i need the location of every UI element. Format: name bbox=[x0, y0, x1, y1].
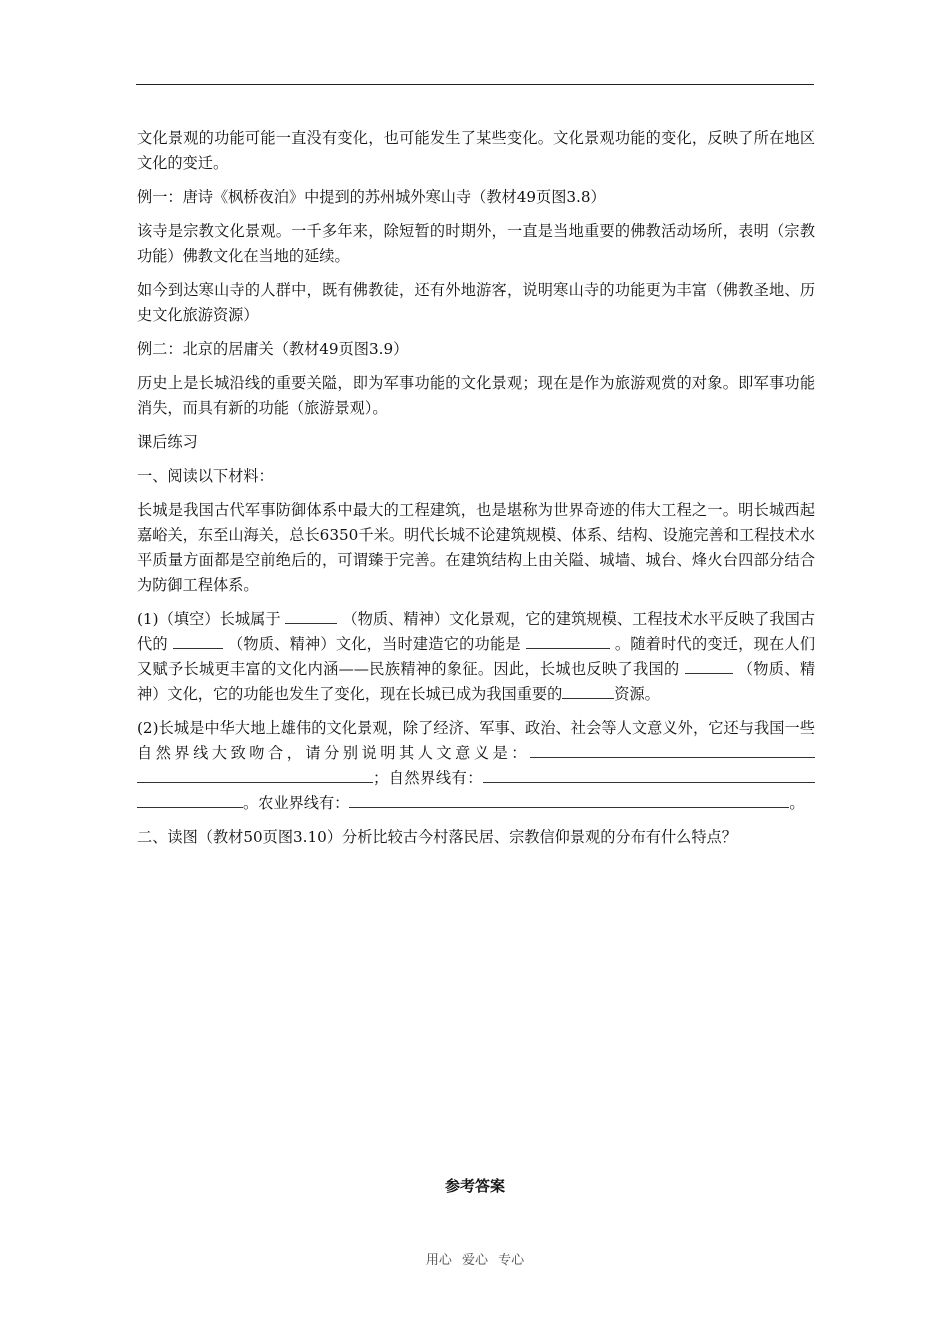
paragraph-hanshan-visitors: 如今到达寒山寺的人群中，既有佛教徒，还有外地游客，说明寒山寺的功能更为丰富（佛教圣地、历史文化旅游资源） bbox=[137, 281, 815, 324]
q2-text-2: ；自然界线有： bbox=[373, 769, 483, 787]
q1-blank-4[interactable] bbox=[685, 657, 733, 674]
example-one-title: 例一：唐诗《枫桥夜泊》中提到的苏州城外寒山寺（教材49页图3.8） bbox=[137, 188, 606, 206]
q1-text-4: 。随着时代的变迁，现在人们又赋予长城更丰富的文化内涵——民族精神的象征。因此，长城也反映了我国的 bbox=[137, 635, 816, 678]
q2-blank-1b[interactable] bbox=[137, 766, 373, 783]
question-1 bbox=[137, 607, 815, 707]
q1-text-1: (1)（填空）长城属于 bbox=[137, 610, 286, 628]
q1-text-3: （物质、精神）文化，当时建造它的功能是 bbox=[222, 635, 526, 653]
q1-blank-1[interactable] bbox=[285, 607, 337, 624]
q1-text-2: （物质、精神）文化景观，它的建筑规模、工程技术水平反映了我国古代的 bbox=[137, 610, 816, 653]
q2-blank-3[interactable] bbox=[349, 791, 789, 808]
question-2 bbox=[137, 716, 815, 816]
q1-text-6: 资源。 bbox=[614, 685, 660, 703]
reading-instruction: 一、阅读以下材料： bbox=[137, 467, 274, 485]
q2-blank-1a[interactable] bbox=[530, 741, 815, 758]
paragraph-hanshan-temple: 该寺是宗教文化景观。一千多年来，除短暂的时期外，一直是当地重要的佛教活动场所，表明（宗教功能）佛教文化在当地的延续。 bbox=[137, 222, 815, 265]
page-footer: 用心 爱心 专心 bbox=[425, 1253, 525, 1268]
q2-text-3: 。农业界线有： bbox=[243, 794, 350, 812]
q1-blank-3[interactable] bbox=[526, 632, 610, 649]
q1-text-5: （物质、精神）文化，它的功能也发生了变化，现在长城已成为我国重要的 bbox=[137, 660, 816, 703]
q1-blank-5[interactable] bbox=[562, 682, 614, 699]
paragraph-function-change: 文化景观的功能可能一直没有变化，也可能发生了某些变化。文化景观功能的变化，反映了所在地区文化的变迁。 bbox=[137, 129, 815, 172]
q2-text-1: (2)长城是中华大地上雄伟的文化景观，除了经济、军事、政治、社会等人文意义外，它还与我国一些自然界线大致吻合，请分别说明其人文意义是： bbox=[137, 719, 815, 762]
q1-blank-2[interactable] bbox=[173, 632, 223, 649]
q2-blank-2b[interactable] bbox=[137, 791, 243, 808]
exercise-heading: 课后练习 bbox=[137, 433, 198, 451]
great-wall-material: 长城是我国古代军事防御体系中最大的工程建筑，也是堪称为世界奇迹的伟大工程之一。明长城西起嘉峪关，东至山海关，总长6350千米。明代长城不论建筑规模、体系、结构、设施完善和工程技术水平质量方面都是空前绝后的，可谓臻于完善。在建筑结构上由关隘、城墙、城台、烽火台四部分结合为防御工程体系。 bbox=[137, 501, 815, 594]
header-rule bbox=[136, 84, 814, 85]
answer-heading: 参考答案 bbox=[444, 1177, 505, 1195]
question-3: 二、读图（教材50页图3.10）分析比较古今村落民居、宗教信仰景观的分布有什么特点？ bbox=[137, 828, 737, 846]
document-body bbox=[137, 126, 815, 859]
paragraph-juyong-pass: 历史上是长城沿线的重要关隘，即为军事功能的文化景观；现在是作为旅游观赏的对象。即军事功能消失，而具有新的功能（旅游景观）。 bbox=[137, 374, 815, 417]
q2-blank-2a[interactable] bbox=[483, 766, 815, 783]
q2-text-4: 。 bbox=[789, 794, 805, 812]
example-two-title: 例二：北京的居庸关（教材49页图3.9） bbox=[137, 340, 409, 358]
